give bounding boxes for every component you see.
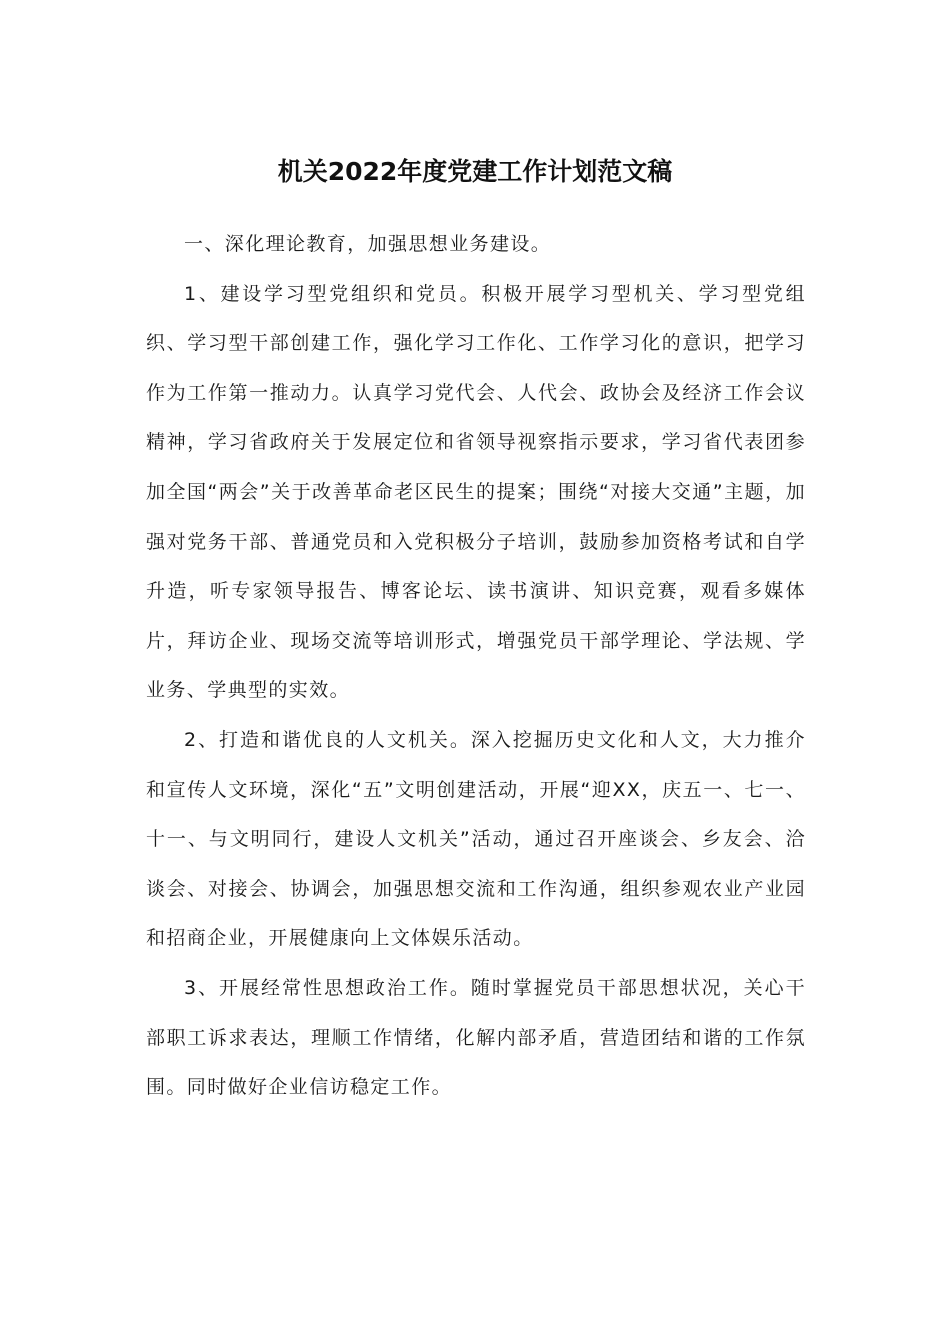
section-heading-1: 一、深化理论教育，加强思想业务建设。 xyxy=(184,233,552,255)
paragraph-2: 2、打造和谐优良的人文机关。深入挖掘历史文化和人文，大力推介和宣传人文环境，深化“五”文明创建活动，开展“迎XX，庆五一、七一、十一、与文明同行，建设人文机关”活动，通过召开座谈会、乡友会、洽谈会、对接会、协调会，加强思想交流和工作沟通，组织参观农业产业园和招商企业，开展健康向上文体娱乐活动。 xyxy=(146,728,806,950)
paragraph-3: 3、开展经常性思想政治工作。随时掌握党员干部思想状况，关心干部职工诉求表达，理顺工作情绪，化解内部矛盾，营造团结和谐的工作氛围。同时做好企业信访稳定工作。 xyxy=(146,976,806,1099)
document-body xyxy=(146,220,806,1113)
document-title: 机关2022年度党建工作计划范文稿 xyxy=(277,157,673,186)
paragraph-1: 1、建设学习型党组织和党员。积极开展学习型机关、学习型党组织、学习型干部创建工作，强化学习工作化、工作学习化的意识，把学习作为工作第一推动力。认真学习党代会、人代会、政协会及经济工作会议精神，学习省政府关于发展定位和省领导视察指示要求，学习省代表团参加全国“两会”关于改善革命老区民生的提案；围绕“对接大交通”主题，加强对党务干部、普通党员和入党积极分子培训，鼓励参加资格考试和自学升造，听专家领导报告、博客论坛、读书演讲、知识竞赛，观看多媒体片，拜访企业、现场交流等培训形式，增强党员干部学理论、学法规、学业务、学典型的实效。 xyxy=(146,282,806,702)
